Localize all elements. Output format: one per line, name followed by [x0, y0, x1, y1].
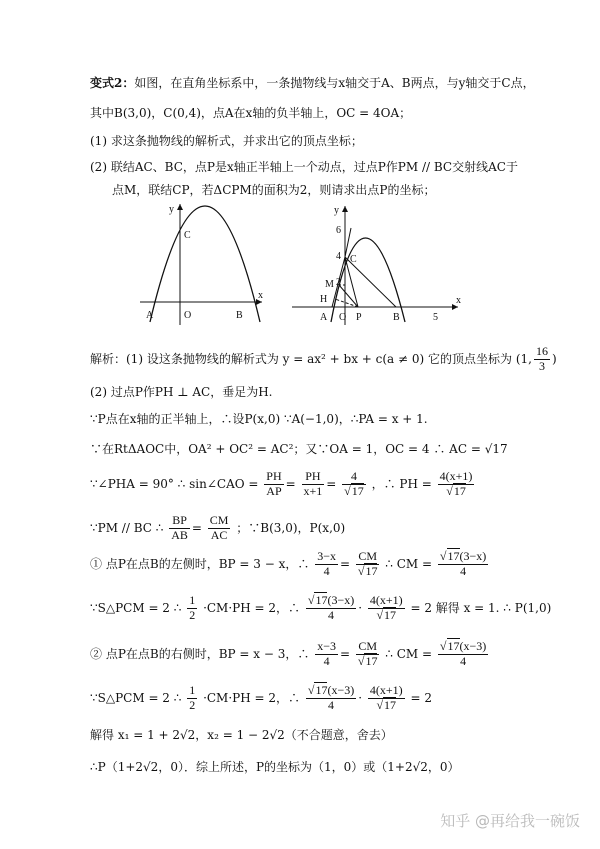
right-label-y: y [334, 205, 339, 216]
solution-line-7: ① 点P在点B的左侧时，BP = 3 − x，∴ $\frac{3-x}{4}$ = CM √ 17 ∴ CM = √ $\frac{17(3-x)}{4}$ [90, 550, 490, 579]
right-label-x: x [456, 295, 461, 306]
solution-line-11: 解得 x₁ = 1 + 2√2，x₂ = 1 − 2√2（不合题意，舍去） [90, 728, 393, 742]
vertex-fraction: $\frac{16}{3}$ [535, 344, 548, 373]
solution-line-3: ∵P点在x轴的正半轴上，∴设P(x,0) ∵A(−1,0)，∴PA = x + 1. [90, 412, 428, 426]
right-label-m: M [325, 279, 334, 290]
right-tick-4: 4 [336, 251, 341, 262]
watermark: 知乎 @再给我一碗饭 [440, 812, 580, 830]
left-label-a: A [146, 310, 154, 321]
solution-line-9: ② 点P在点B的右侧时，BP = x − 3，∴ $\frac{x-3}{4}$ = CM √ 17 ∴ CM = √ $\frac{17(x-3)}{4}$ [90, 640, 490, 669]
right-label-p: P [356, 312, 362, 323]
right-y-arrow [342, 206, 348, 212]
solution-line-12: ∴P（1+2√2，0）．综上所述，P的坐标为（1，0）或（1+2√2，0） [90, 760, 460, 774]
right-label-c: C [350, 254, 357, 265]
solution-line-10: ∵S△PCM = 2 ∴ $\frac{1}{2}$ ·CM·PH = 2，∴ √ $\frac{17(x-3)}{4}$ · 4(x+1) √ 17 = 2 [90, 684, 432, 713]
right-label-o: O [339, 312, 347, 323]
frac-cm-ac: $\frac{CM}{AC}$ [209, 513, 229, 542]
frac-ph-result: 4(x+1) √ 17 [438, 470, 475, 499]
question-1: (1) 求这条抛物线的解析式，并求出它的顶点坐标； [90, 134, 363, 148]
question-2-line-b: 点M，联结CP，若ΔCPM的面积为2，则请求出点P的坐标； [112, 183, 436, 197]
solution-line-5: ∵∠PHA = 90° ∴ sin∠CAO = $\frac{PH}{AP}$ = $\frac{PH}{x+1}$ = 4 √ 17 ，∴ PH = 4(x+1) √ 17 [90, 470, 476, 499]
left-label-b: B [236, 310, 243, 321]
right-label-h: H [320, 294, 328, 305]
question-2-line-a: (2) 联结AC、BC，点P是x轴正半轴上一个动点，过点P作PM // BC交射线AC于 [90, 160, 518, 174]
frac-ph-ap: $\frac{PH}{AP}$ [266, 469, 282, 498]
right-tick-2: 2 [336, 277, 341, 288]
right-label-b: B [393, 312, 400, 323]
solution-line-4: ∵在RtΔAOC中，OA² + OC² = AC²；又∵OA = 1，OC = 4 ∴ AC = √17 [90, 442, 508, 456]
solution-line-8: ∵S△PCM = 2 ∴ $\frac{1}{2}$ ·CM·PH = 2，∴ √ $\frac{17(3-x)}{4}$ · 4(x+1) √ 17 = 2 解得 x = 1. ∴ P(1,0) [90, 594, 551, 623]
frac-cm-right: √ $\frac{17(x-3)}{4}$ [438, 640, 488, 669]
left-label-c: C [184, 230, 191, 241]
right-label-a: A [320, 312, 328, 323]
frac-ph-x1: $\frac{PH}{x+1}$ [303, 469, 323, 498]
left-label-o: O [184, 310, 192, 321]
left-label-y: y [169, 204, 174, 215]
frac-bp-ab: $\frac{BP}{AB}$ [171, 513, 188, 542]
solution-line-6: ∵PM // BC ∴ $\frac{BP}{AB}$ = $\frac{CM}{AC}$ ；∵B(3,0)，P(x,0) [90, 513, 346, 542]
right-tick-5: 5 [433, 312, 438, 323]
solution-line-2: (2) 过点P作PH ⊥ AC，垂足为H. [90, 385, 273, 399]
right-tick-6: 6 [336, 225, 341, 236]
problem-line-2: 其中B(3,0)，C(0,4)，点A在x轴的负半轴上，OC = 4OA； [90, 106, 412, 120]
solution-line-1: 解析：(1) 设这条抛物线的解析式为 y = ax² + bx + c(a ≠ 0) 它的顶点坐标为 (1, $\frac{16}{3}$ ) [90, 344, 557, 373]
left-label-x: x [258, 290, 263, 301]
problem-text-1: 如图，在直角坐标系中，一条抛物线与x轴交于A、B两点，与y轴交于C点， [134, 76, 535, 90]
problem-label: 变式2： [90, 76, 135, 90]
frac-cm-left: √ $\frac{17(3-x)}{4}$ [438, 550, 488, 579]
frac-4-sqrt17: 4 √ 17 [342, 470, 366, 499]
